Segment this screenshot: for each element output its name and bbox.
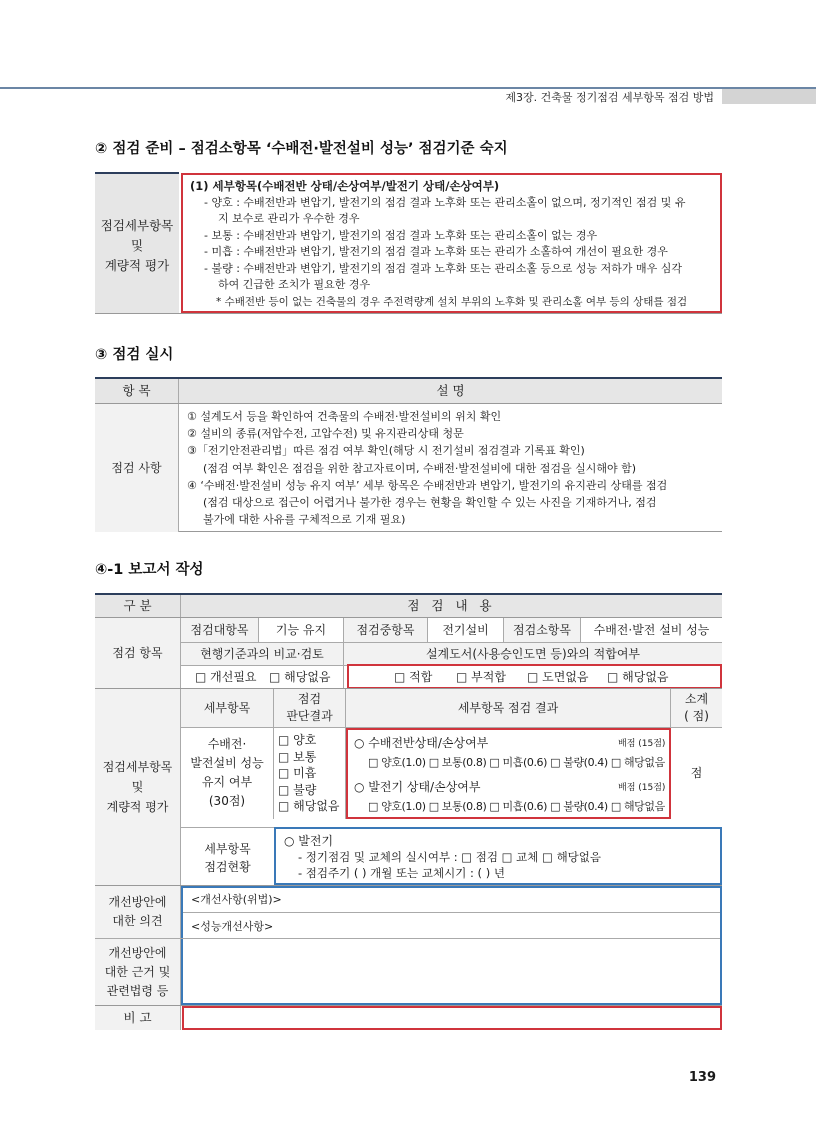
judge-options xyxy=(274,728,346,819)
design-option[interactable]: □ 도면없음 xyxy=(527,670,589,684)
middle-label: 점검중항목 xyxy=(344,618,428,642)
design-options xyxy=(344,666,722,688)
design-option[interactable]: □ 적합 xyxy=(394,670,433,684)
compare-options xyxy=(181,666,344,688)
remark-label: 비 고 xyxy=(95,1006,181,1030)
basis-label-line: 관련법령 등 xyxy=(106,984,169,998)
desc-line: ② 설비의 종류(저압수전, 고압수전) 및 유지관리상태 청문 xyxy=(187,427,464,441)
opinion-label-line: 대한 의견 xyxy=(112,914,163,928)
r1-title: ○ 수배전반상태/손상여부 xyxy=(354,736,489,750)
h-total-line: ( 점) xyxy=(684,709,709,723)
judge-option[interactable]: □ 미흡 xyxy=(278,766,317,780)
desc-line: ③「전기안전관리법」따른 점검 여부 확인(해당 시 전기설비 점검결과 기록표 확인) xyxy=(187,444,585,458)
sec2-label-cell xyxy=(95,172,179,314)
sub-name-line: 수배전· xyxy=(207,737,247,751)
sec3-desc-list xyxy=(187,408,717,528)
detail-label-line: 및 xyxy=(131,780,144,794)
header-tab-block xyxy=(722,89,816,104)
basis-label-line: 개선방안에 xyxy=(108,946,167,960)
r1-score: 배점 (15점) xyxy=(618,739,666,749)
status-label-line: 세부항목 xyxy=(204,842,251,856)
status-title: ○ 발전기 xyxy=(284,834,334,848)
sub-name xyxy=(181,728,274,819)
sec3-table xyxy=(95,377,722,532)
compare-option[interactable]: □ 개선필요 xyxy=(195,670,257,684)
desc-line: ④ ‘수배전·발전설비 성능 유지 여부’ 세부 항목은 수배전반과 변압기, 발전기의 유지관리 상태를 점검 xyxy=(187,478,668,492)
status-line-1: - 정기점검 및 교체의 실시여부 : □ 점검 □ 교체 □ 해당없음 xyxy=(298,850,602,864)
criteria-note: * 수배전반 등이 없는 건축물의 경우 주전력량계 설치 부위의 노후화 및 관리소홀 여부 등의 상태를 점검 xyxy=(216,295,688,308)
sub-name-line: 발전설비 성능 xyxy=(190,756,264,770)
minor-value: 수배전·발전 설비 성능 xyxy=(593,623,710,637)
basis-field[interactable] xyxy=(183,945,720,1001)
r2-score: 배점 (15점) xyxy=(618,783,666,793)
design-label: 설계도서(사용승인도면 등)와의 적합여부 xyxy=(344,643,722,665)
status-label xyxy=(181,835,274,881)
basis-label xyxy=(95,939,181,1005)
sec3-header-rule xyxy=(95,403,722,404)
criteria-line: - 양호 : 수배전반과 변압기, 발전기의 점검 결과 노후화 또는 관리소홀이 없으며, 정기적인 점검 및 유 xyxy=(204,195,686,209)
detail-label-line: 점검세부항목 xyxy=(102,760,173,774)
opinion-item[interactable]: <성능개선사항> xyxy=(191,920,274,933)
basis-label-line: 대한 근거 및 xyxy=(104,965,171,979)
chapter-header: 제3장. 건축물 정기점검 세부항목 점검 방법 xyxy=(505,91,714,104)
sec2-label-line: 및 xyxy=(130,238,144,253)
judge-option[interactable]: □ 불량 xyxy=(278,782,317,797)
report-form xyxy=(95,593,722,1029)
item-label: 점검 항목 xyxy=(95,618,181,688)
h-total xyxy=(671,689,722,727)
h-judge-line: 판단결과 xyxy=(286,709,333,723)
section-2-title: ② 점검 준비 – 점검소항목 ‘수배전·발전설비 성능’ 점검기준 숙지 xyxy=(95,141,508,157)
middle-value: 전기설비 xyxy=(428,618,504,642)
criteria-line: - 보통 : 수배전반과 변압기, 발전기의 점검 결과 노후화 또는 관리소홀이 없는 경우 xyxy=(204,228,598,242)
sec2-heading: (1) 세부항목(수배전반 상태/손상여부/발전기 상태/손상여부) xyxy=(190,179,500,193)
h-judge xyxy=(274,689,346,727)
sec2-bottom-rule xyxy=(95,313,722,314)
desc-line: (점검 대상으로 접근이 어렵거나 불가한 경우는 현황을 확인할 수 있는 사진을 기재하거나, 점검 xyxy=(203,496,657,510)
sec2-label-line: 계량적 평가 xyxy=(104,258,170,273)
r2-options[interactable]: □ 양호(1.0) □ 보통(0.8) □ 미흡(0.6) □ 불량(0.4) □ 해당없음 xyxy=(368,800,665,813)
desc-line: 불가에 대한 사유를 구체적으로 기재 필요) xyxy=(203,513,406,527)
compare-label: 현행기준과의 비교·검토 xyxy=(181,643,344,665)
desc-line: ① 설계도서 등을 확인하여 건축물의 수배전·발전설비의 위치 확인 xyxy=(187,410,502,423)
design-option[interactable]: □ 해당없음 xyxy=(607,670,669,684)
remark-field[interactable] xyxy=(182,1006,722,1030)
sub-name-line: (30점) xyxy=(208,794,246,808)
opinion-label xyxy=(95,886,181,938)
compare-option[interactable]: □ 해당없음 xyxy=(269,670,331,684)
sec3-col-item: 항 목 xyxy=(95,379,179,403)
sec2-label-line: 점검세부항목 xyxy=(100,218,174,233)
item-hierarchy-row xyxy=(181,618,722,642)
result-cell xyxy=(346,728,671,819)
total-unit: 점 xyxy=(690,766,703,780)
criteria-line: 지 보수로 관리가 우수한 경우 xyxy=(218,212,360,225)
r1-options[interactable]: □ 양호(1.0) □ 보통(0.8) □ 미흡(0.6) □ 불량(0.4) □ 해당없음 xyxy=(368,756,665,769)
h-sub: 세부항목 xyxy=(181,689,274,727)
sec2-criteria xyxy=(190,178,720,310)
major-label: 점검대항목 xyxy=(181,618,259,642)
desc-line: (점검 여부 확인은 점검을 위한 참고자료이며, 수배전·발전설비에 대한 점검을 실시해야 함) xyxy=(203,461,637,475)
header-rule xyxy=(0,87,816,89)
judge-option[interactable]: □ 양호 xyxy=(278,733,317,747)
h-judge-line: 점검 xyxy=(297,692,322,706)
h-total-line: 소계 xyxy=(684,692,709,706)
h-result: 세부항목 점검 결과 xyxy=(346,689,671,727)
design-option[interactable]: □ 부적합 xyxy=(456,670,506,684)
sec3-col-desc: 설 명 xyxy=(179,379,722,403)
judge-option[interactable]: □ 해당없음 xyxy=(278,799,340,813)
section-3-title: ③ 점검 실시 xyxy=(95,347,174,363)
minor-label: 점검소항목 xyxy=(504,618,581,642)
opinion-item[interactable]: <개선사항(위법)> xyxy=(191,893,282,906)
status-line-2: - 점검주기 ( ) 개월 또는 교체시기 : ( ) 년 xyxy=(298,866,505,880)
col-gubun: 구 분 xyxy=(95,595,181,617)
sub-name-line: 유지 여부 xyxy=(201,775,253,789)
r2-title: ○ 발전기 상태/손상여부 xyxy=(354,780,481,794)
sec3-row-label: 점검 사항 xyxy=(95,404,179,532)
criteria-line: 하여 긴급한 조치가 필요한 경우 xyxy=(218,278,371,291)
page-number: 139 xyxy=(688,1070,716,1085)
judge-option[interactable]: □ 보통 xyxy=(278,749,317,764)
detail-label-cell xyxy=(95,689,181,885)
opinion-label-line: 개선방안에 xyxy=(108,895,167,909)
status-box xyxy=(274,827,722,885)
criteria-line: - 미흡 : 수배전반과 변압기, 발전기의 점검 결과 노후화 또는 관리가 소홀하여 개선이 필요한 경우 xyxy=(204,245,668,258)
criteria-line: - 불량 : 수배전반과 변압기, 발전기의 점검 결과 노후화 또는 관리소홀 등으로 성능 저하가 매우 심각 xyxy=(204,261,683,275)
section-4-title: ④-1 보고서 작성 xyxy=(95,562,204,578)
detail-label-line: 계량적 평가 xyxy=(106,800,169,814)
status-label-line: 점검현황 xyxy=(204,860,251,874)
major-value: 기능 유지 xyxy=(259,618,344,642)
col-content: 점 검 내 용 xyxy=(181,595,722,617)
